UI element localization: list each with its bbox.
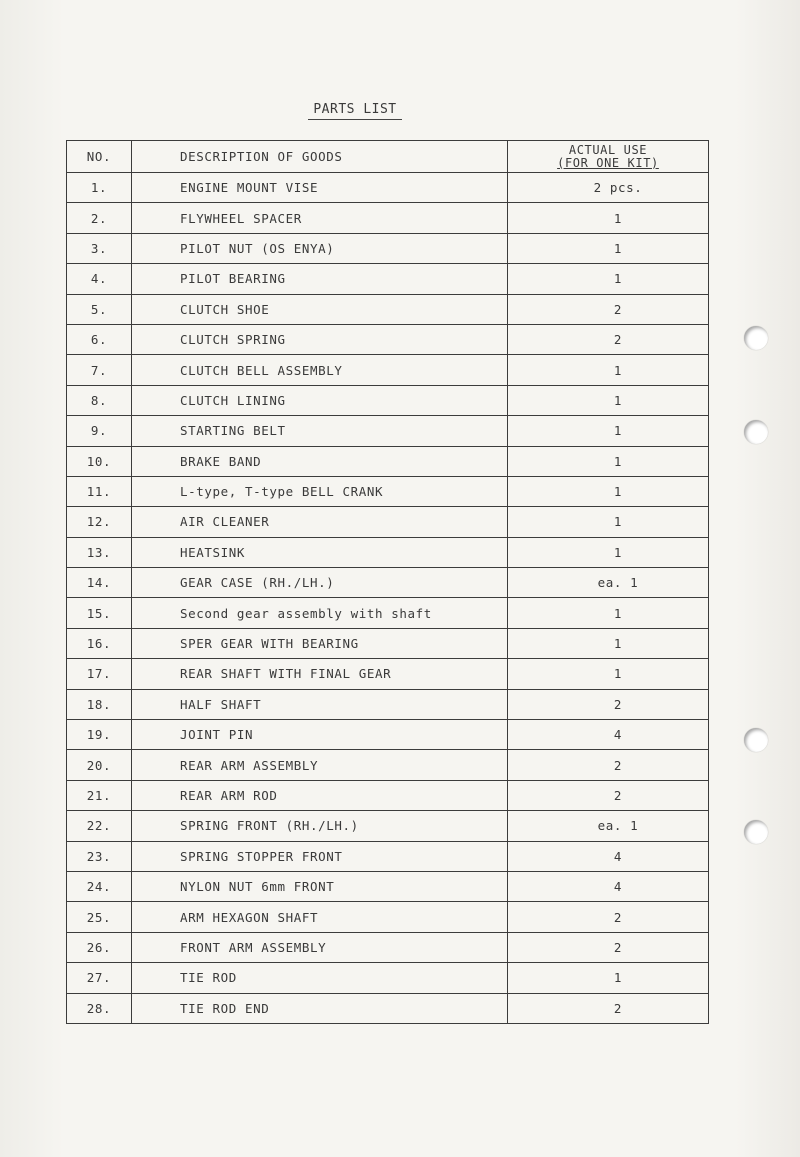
part-quantity: 2 — [508, 689, 709, 719]
part-number: 16. — [67, 628, 132, 658]
part-description: TIE ROD END — [132, 993, 508, 1023]
table-row — [67, 416, 709, 446]
part-number: 21. — [67, 780, 132, 810]
table-row — [67, 720, 709, 750]
part-number: 28. — [67, 993, 132, 1023]
table-row — [67, 780, 709, 810]
part-number: 5. — [67, 294, 132, 324]
part-number: 15. — [67, 598, 132, 628]
table-row — [67, 598, 709, 628]
part-number: 1. — [67, 173, 132, 203]
part-quantity: ea. 1 — [508, 568, 709, 598]
part-number: 7. — [67, 355, 132, 385]
part-description: SPRING STOPPER FRONT — [132, 841, 508, 871]
part-number: 25. — [67, 902, 132, 932]
part-description: CLUTCH SPRING — [132, 324, 508, 354]
header-actual-use — [508, 141, 709, 173]
table-body — [67, 173, 709, 1024]
table-row — [67, 476, 709, 506]
table-row — [67, 628, 709, 658]
part-number: 24. — [67, 871, 132, 901]
part-description: PILOT NUT (OS ENYA) — [132, 233, 508, 263]
part-description: FRONT ARM ASSEMBLY — [132, 932, 508, 962]
part-description: FLYWHEEL SPACER — [132, 203, 508, 233]
table-row — [67, 507, 709, 537]
part-quantity: 2 — [508, 780, 709, 810]
part-number: 17. — [67, 659, 132, 689]
part-description: TIE ROD — [132, 963, 508, 993]
part-quantity: 1 — [508, 264, 709, 294]
part-description: HEATSINK — [132, 537, 508, 567]
part-quantity: 4 — [508, 871, 709, 901]
part-quantity: 1 — [508, 385, 709, 415]
part-quantity: 1 — [508, 446, 709, 476]
part-description: REAR ARM ASSEMBLY — [132, 750, 508, 780]
part-quantity: 1 — [508, 628, 709, 658]
part-quantity: ea. 1 — [508, 811, 709, 841]
part-quantity: 4 — [508, 841, 709, 871]
part-number: 4. — [67, 264, 132, 294]
part-number: 26. — [67, 932, 132, 962]
part-quantity: 1 — [508, 203, 709, 233]
table-row — [67, 355, 709, 385]
part-description: GEAR CASE (RH./LH.) — [132, 568, 508, 598]
part-quantity: 1 — [508, 233, 709, 263]
page-title: PARTS LIST — [308, 102, 402, 120]
header-no: NO. — [67, 141, 132, 173]
part-quantity: 2 pcs. — [508, 173, 709, 203]
part-quantity: 2 — [508, 902, 709, 932]
part-quantity: 1 — [508, 355, 709, 385]
part-description: PILOT BEARING — [132, 264, 508, 294]
part-quantity: 1 — [508, 476, 709, 506]
part-description: CLUTCH BELL ASSEMBLY — [132, 355, 508, 385]
part-number: 27. — [67, 963, 132, 993]
part-number: 8. — [67, 385, 132, 415]
part-number: 20. — [67, 750, 132, 780]
part-description: L-type, T-type BELL CRANK — [132, 476, 508, 506]
table-row — [67, 324, 709, 354]
header-actual-use-line2: (FOR ONE KIT) — [557, 155, 659, 170]
table-row — [67, 811, 709, 841]
parts-table — [66, 140, 709, 1024]
part-number: 14. — [67, 568, 132, 598]
part-quantity: 1 — [508, 659, 709, 689]
table-row — [67, 871, 709, 901]
table-row — [67, 568, 709, 598]
part-number: 10. — [67, 446, 132, 476]
table-row — [67, 932, 709, 962]
part-number: 23. — [67, 841, 132, 871]
part-description: AIR CLEANER — [132, 507, 508, 537]
part-description: HALF SHAFT — [132, 689, 508, 719]
table-row — [67, 446, 709, 476]
table-row — [67, 294, 709, 324]
part-quantity: 1 — [508, 537, 709, 567]
part-quantity: 2 — [508, 932, 709, 962]
table-row — [67, 385, 709, 415]
table-row — [67, 689, 709, 719]
part-description: NYLON NUT 6mm FRONT — [132, 871, 508, 901]
table-row — [67, 173, 709, 203]
header-description: DESCRIPTION OF GOODS — [132, 141, 508, 173]
table-row — [67, 902, 709, 932]
part-description: ENGINE MOUNT VISE — [132, 173, 508, 203]
table-row — [67, 264, 709, 294]
part-quantity: 2 — [508, 750, 709, 780]
part-description: SPER GEAR WITH BEARING — [132, 628, 508, 658]
table-row — [67, 203, 709, 233]
part-description: CLUTCH LINING — [132, 385, 508, 415]
part-description: STARTING BELT — [132, 416, 508, 446]
part-description: SPRING FRONT (RH./LH.) — [132, 811, 508, 841]
part-quantity: 1 — [508, 416, 709, 446]
part-number: 19. — [67, 720, 132, 750]
binder-hole — [744, 820, 768, 844]
binder-hole — [744, 420, 768, 444]
part-number: 13. — [67, 537, 132, 567]
part-number: 3. — [67, 233, 132, 263]
table-header-row — [67, 141, 709, 173]
part-quantity: 1 — [508, 963, 709, 993]
part-description: REAR SHAFT WITH FINAL GEAR — [132, 659, 508, 689]
part-description: BRAKE BAND — [132, 446, 508, 476]
part-number: 11. — [67, 476, 132, 506]
part-description: JOINT PIN — [132, 720, 508, 750]
binder-hole — [744, 728, 768, 752]
part-quantity: 2 — [508, 294, 709, 324]
part-quantity: 1 — [508, 598, 709, 628]
table-row — [67, 841, 709, 871]
table-row — [67, 537, 709, 567]
part-description: REAR ARM ROD — [132, 780, 508, 810]
part-number: 12. — [67, 507, 132, 537]
part-number: 2. — [67, 203, 132, 233]
part-number: 22. — [67, 811, 132, 841]
table-row — [67, 750, 709, 780]
part-number: 6. — [67, 324, 132, 354]
part-description: ARM HEXAGON SHAFT — [132, 902, 508, 932]
part-description: Second gear assembly with shaft — [132, 598, 508, 628]
part-quantity: 2 — [508, 993, 709, 1023]
part-quantity: 2 — [508, 324, 709, 354]
part-description: CLUTCH SHOE — [132, 294, 508, 324]
table-row — [67, 963, 709, 993]
table-row — [67, 659, 709, 689]
table-row — [67, 233, 709, 263]
part-quantity: 1 — [508, 507, 709, 537]
binder-hole — [744, 326, 768, 350]
table-row — [67, 993, 709, 1023]
part-number: 18. — [67, 689, 132, 719]
part-quantity: 4 — [508, 720, 709, 750]
header-actual-use-line1: ACTUAL USE — [568, 142, 648, 157]
part-number: 9. — [67, 416, 132, 446]
